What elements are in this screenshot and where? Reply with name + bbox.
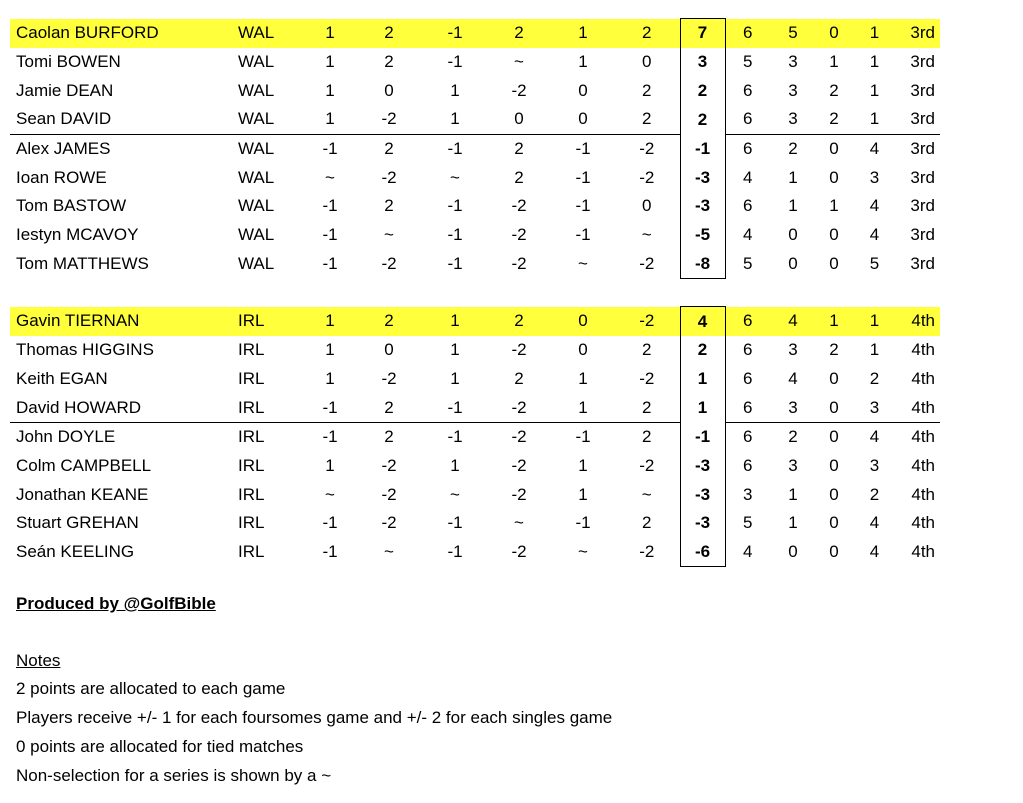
series-score: 2	[614, 393, 680, 422]
player-row	[10, 134, 993, 163]
series-score: 1	[424, 307, 486, 336]
team-position: 3rd	[897, 105, 940, 134]
record-value: 4	[869, 427, 880, 447]
record-value: 3	[869, 167, 880, 187]
series-score: 2	[642, 340, 652, 360]
team-position: 4th	[911, 340, 935, 360]
team-code: WAL	[238, 225, 275, 245]
series-score: ~	[641, 484, 652, 504]
team-code: WAL	[238, 167, 275, 187]
player-name: Keith EGAN	[16, 368, 108, 388]
record-value: 0	[829, 455, 839, 475]
record-value: 6	[743, 340, 753, 360]
total-points: -1	[680, 422, 725, 451]
series-score: ~	[450, 167, 460, 187]
record-value: 4	[743, 167, 753, 187]
series-score: 1	[552, 393, 614, 422]
series-score: 2	[514, 167, 524, 187]
series-score: 0	[552, 307, 614, 336]
series-score: 2	[384, 196, 394, 216]
team-code: WAL	[238, 52, 275, 72]
record-value: 1	[788, 484, 798, 504]
series-score: ~	[450, 484, 460, 504]
record-value: 4	[743, 542, 753, 562]
record-value: 6	[743, 80, 753, 100]
series-score: 2	[384, 139, 394, 159]
team-code: IRL	[238, 393, 306, 422]
series-score: 0	[642, 52, 652, 72]
series-score: -2	[511, 196, 527, 216]
player-name: Jamie DEAN	[16, 80, 114, 100]
player-name: Sean DAVID	[10, 105, 238, 134]
player-name: Gavin TIERNAN	[10, 307, 238, 336]
credit-text: Produced by @GolfBible	[16, 594, 216, 613]
team-position: 3rd	[910, 225, 935, 245]
team-position: 3rd	[910, 167, 935, 187]
series-score: -1	[322, 254, 338, 274]
note-line: Non-selection for a series is shown by a ~	[16, 765, 332, 785]
team-position: 4th	[911, 484, 935, 504]
series-score: 1	[306, 105, 354, 134]
record-value: 4	[770, 307, 816, 336]
total-points: -6	[680, 538, 725, 567]
record-value: 2	[829, 80, 839, 100]
series-score: -2	[511, 542, 527, 562]
player-name: Tom MATTHEWS	[16, 254, 149, 274]
series-score: -1	[447, 427, 463, 447]
series-score: 1	[578, 484, 588, 504]
record-value: 1	[869, 80, 880, 100]
series-score: -1	[322, 542, 338, 562]
team-code: IRL	[238, 513, 265, 533]
record-value: 4	[743, 225, 753, 245]
series-score: -2	[639, 542, 655, 562]
series-score: 2	[384, 427, 394, 447]
record-value: 0	[829, 254, 839, 274]
player-row	[10, 250, 993, 279]
series-score: -2	[381, 368, 397, 388]
record-value: 3	[852, 393, 897, 422]
series-score: -2	[511, 484, 527, 504]
series-score: 2	[642, 80, 652, 100]
player-name: Caolan BURFORD	[10, 19, 238, 48]
series-score: 1	[325, 52, 335, 72]
record-value: 5	[869, 254, 880, 274]
record-value: 1	[788, 167, 798, 187]
player-row	[10, 538, 993, 567]
series-score: -2	[381, 167, 397, 187]
series-score: ~	[325, 167, 335, 187]
series-score: -1	[447, 225, 463, 245]
player-row	[10, 192, 993, 221]
series-score: ~	[641, 225, 652, 245]
record-value: 6	[725, 19, 770, 48]
record-value: 0	[816, 19, 852, 48]
record-value: 6	[725, 393, 770, 422]
total-points: -3	[680, 163, 725, 192]
series-score: 2	[486, 307, 552, 336]
series-score: ~	[514, 513, 524, 533]
total-points: -3	[680, 452, 725, 481]
player-row	[10, 48, 993, 77]
record-value: 2	[869, 368, 880, 388]
note-line: 2 points are allocated to each game	[16, 679, 286, 699]
series-score: -2	[639, 455, 655, 475]
record-value: 0	[829, 368, 839, 388]
note-line: 0 points are allocated for tied matches	[16, 736, 304, 756]
record-value: 6	[725, 307, 770, 336]
footer	[16, 590, 612, 790]
player-name: Stuart GREHAN	[16, 513, 139, 533]
series-score: 1	[325, 368, 335, 388]
series-score: 2	[514, 139, 524, 159]
total-points: -3	[680, 480, 725, 509]
record-value: 3	[788, 340, 798, 360]
record-value: 6	[743, 427, 753, 447]
record-value: 2	[788, 139, 798, 159]
team-code: IRL	[238, 427, 265, 447]
series-score: -1	[447, 196, 463, 216]
team-position: 3rd	[897, 19, 940, 48]
record-value: 0	[816, 393, 852, 422]
total-points: -5	[680, 221, 725, 250]
series-score: -1	[322, 225, 338, 245]
series-score: ~	[578, 542, 588, 562]
record-value: 3	[788, 455, 798, 475]
total-points: 2	[680, 76, 725, 105]
record-value: 6	[743, 368, 753, 388]
note-line: Players receive +/- 1 for each foursomes game and +/- 2 for each singles game	[16, 708, 613, 728]
team-code: WAL	[238, 139, 275, 159]
total-points: -1	[680, 134, 725, 163]
player-row	[10, 509, 993, 538]
series-score: -1	[575, 513, 591, 533]
player-name: Tomi BOWEN	[16, 52, 121, 72]
player-row	[10, 76, 993, 105]
team-position: 4th	[897, 307, 940, 336]
series-score: -2	[511, 254, 527, 274]
record-value: 1	[816, 307, 852, 336]
series-score: 1	[578, 455, 588, 475]
total-points: 2	[680, 336, 725, 365]
total-points: 2	[680, 105, 725, 134]
series-score: -1	[575, 139, 591, 159]
series-score: 2	[486, 19, 552, 48]
series-score: 2	[354, 19, 424, 48]
record-value: 1	[829, 196, 839, 216]
player-row	[10, 221, 993, 250]
series-score: 2	[514, 368, 524, 388]
notes-heading: Notes	[16, 650, 61, 670]
team-code: IRL	[238, 455, 265, 475]
record-value: 5	[743, 254, 753, 274]
series-score: -2	[381, 455, 397, 475]
team-code: WAL	[238, 196, 275, 216]
record-value: 6	[743, 455, 753, 475]
series-score: 1	[306, 307, 354, 336]
player-row	[10, 393, 993, 422]
series-score: -2	[614, 307, 680, 336]
record-value: 4	[869, 542, 880, 562]
record-value: 1	[852, 307, 897, 336]
series-score: ~	[578, 254, 588, 274]
record-value: 3	[743, 484, 753, 504]
series-score: -2	[639, 167, 655, 187]
series-score: 1	[450, 368, 460, 388]
record-value: 6	[743, 139, 753, 159]
record-value: 1	[869, 52, 880, 72]
record-value: 2	[788, 427, 798, 447]
series-score: -1	[575, 196, 591, 216]
series-score: 0	[578, 340, 588, 360]
record-value: 1	[869, 340, 880, 360]
series-score: -1	[322, 513, 338, 533]
series-score: -1	[575, 225, 591, 245]
total-points: -3	[680, 192, 725, 221]
series-score: ~	[514, 52, 524, 72]
series-score: 1	[578, 368, 588, 388]
team-code: IRL	[238, 484, 265, 504]
series-score: -1	[447, 513, 463, 533]
team-position: 4th	[911, 368, 935, 388]
total-points: 4	[680, 307, 725, 336]
series-score: -1	[322, 427, 338, 447]
team-position: 3rd	[910, 196, 935, 216]
team-position: 3rd	[910, 254, 935, 274]
team-code: WAL	[238, 80, 275, 100]
series-score: -1	[447, 139, 463, 159]
record-value: 0	[829, 139, 839, 159]
series-score: 2	[384, 52, 394, 72]
series-score: -2	[511, 225, 527, 245]
series-score: -1	[575, 427, 591, 447]
record-value: 5	[743, 52, 753, 72]
record-value: 4	[869, 196, 880, 216]
series-score: -1	[306, 393, 354, 422]
record-value: 3	[869, 455, 880, 475]
player-row	[10, 336, 993, 365]
player-row	[10, 452, 993, 481]
team-position: 4th	[897, 393, 940, 422]
series-score: -1	[424, 393, 486, 422]
total-points: 7	[680, 19, 725, 48]
series-score: 2	[354, 307, 424, 336]
player-row	[10, 19, 993, 48]
series-score: -2	[381, 254, 397, 274]
series-score: 2	[354, 393, 424, 422]
series-score: -1	[322, 196, 338, 216]
record-value: 1	[852, 105, 897, 134]
series-score: -2	[381, 513, 397, 533]
record-value: 1	[788, 196, 798, 216]
series-score: 1	[450, 340, 460, 360]
series-score: 1	[578, 52, 588, 72]
series-score: 0	[578, 80, 588, 100]
player-row	[10, 365, 993, 394]
team-position: 4th	[911, 513, 935, 533]
record-value: 6	[743, 196, 753, 216]
player-name: David HOWARD	[10, 393, 238, 422]
series-score: -2	[381, 484, 397, 504]
record-value: 1	[788, 513, 798, 533]
series-score: 1	[325, 340, 335, 360]
record-value: 2	[829, 340, 839, 360]
series-score: -1	[447, 52, 463, 72]
series-score: 1	[552, 19, 614, 48]
series-score: -1	[575, 167, 591, 187]
record-value: 3	[788, 52, 798, 72]
player-name: John DOYLE	[16, 427, 116, 447]
player-row	[10, 163, 993, 192]
series-score: -1	[447, 542, 463, 562]
series-score: 2	[642, 427, 652, 447]
record-value: 2	[869, 484, 880, 504]
record-value: 4	[869, 139, 880, 159]
series-score: -2	[511, 80, 527, 100]
series-score: 1	[325, 455, 335, 475]
record-value: 6	[725, 105, 770, 134]
team-position: 4th	[911, 427, 935, 447]
team-position: 3rd	[910, 139, 935, 159]
team-code: IRL	[238, 307, 306, 336]
team-code: IRL	[238, 340, 265, 360]
table-body	[10, 19, 993, 567]
series-score: 1	[450, 455, 460, 475]
series-score: 0	[552, 105, 614, 134]
player-name: Thomas HIGGINS	[16, 340, 154, 360]
record-value: 0	[829, 484, 839, 504]
player-name: Iestyn MCAVOY	[16, 225, 139, 245]
record-value: 0	[829, 225, 839, 245]
record-value: 1	[829, 52, 839, 72]
series-score: 0	[486, 105, 552, 134]
series-score: ~	[384, 542, 394, 562]
total-points: -3	[680, 509, 725, 538]
team-code: WAL	[238, 105, 306, 134]
series-score: 2	[614, 105, 680, 134]
series-score: 0	[384, 340, 394, 360]
total-points: 1	[680, 393, 725, 422]
record-value: 3	[770, 393, 816, 422]
series-score: 1	[325, 80, 335, 100]
series-score: 2	[642, 513, 652, 533]
player-name: Seán KEELING	[16, 542, 135, 562]
player-name: Alex JAMES	[16, 139, 111, 159]
series-score: 1	[450, 80, 460, 100]
record-value: 3	[770, 105, 816, 134]
record-value: 0	[829, 167, 839, 187]
record-value: 4	[869, 513, 880, 533]
series-score: 0	[642, 196, 652, 216]
series-score: ~	[384, 225, 394, 245]
player-name: Colm CAMPBELL	[16, 455, 152, 475]
series-score: -2	[354, 105, 424, 134]
total-points: 1	[680, 365, 725, 394]
record-value: 0	[829, 427, 839, 447]
series-score: -1	[322, 139, 338, 159]
series-score: 0	[384, 80, 394, 100]
series-score: 1	[306, 19, 354, 48]
spacer-row	[10, 279, 993, 307]
record-value: 1	[852, 19, 897, 48]
team-code: IRL	[238, 542, 265, 562]
series-score: -2	[486, 393, 552, 422]
series-score: -2	[639, 254, 655, 274]
team-position: 4th	[911, 542, 935, 562]
total-points: 3	[680, 48, 725, 77]
record-value: 0	[788, 225, 798, 245]
series-score: -2	[511, 340, 527, 360]
team-position: 4th	[911, 455, 935, 475]
record-value: 5	[743, 513, 753, 533]
player-points-table	[10, 18, 993, 567]
record-value: 2	[816, 105, 852, 134]
record-value: 0	[829, 513, 839, 533]
record-value: 4	[869, 225, 880, 245]
series-score: -2	[639, 368, 655, 388]
player-row	[10, 105, 993, 134]
record-value: 0	[829, 542, 839, 562]
team-code: WAL	[238, 254, 275, 274]
team-code: WAL	[238, 19, 306, 48]
player-row	[10, 422, 993, 451]
series-score: ~	[325, 484, 335, 504]
team-code: IRL	[238, 368, 265, 388]
record-value: 0	[788, 542, 798, 562]
player-row	[10, 480, 993, 509]
series-score: -2	[511, 427, 527, 447]
total-points: -8	[680, 250, 725, 279]
record-value: 3	[788, 80, 798, 100]
series-score: -1	[424, 19, 486, 48]
team-position: 3rd	[910, 52, 935, 72]
series-score: 2	[614, 19, 680, 48]
player-name: Ioan ROWE	[16, 167, 107, 187]
series-score: 1	[424, 105, 486, 134]
team-position: 3rd	[910, 80, 935, 100]
player-name: Tom BASTOW	[16, 196, 127, 216]
record-value: 5	[770, 19, 816, 48]
series-score: -1	[447, 254, 463, 274]
series-score: -2	[639, 139, 655, 159]
player-name: Jonathan KEANE	[16, 484, 149, 504]
series-score: -2	[511, 455, 527, 475]
record-value: 4	[788, 368, 798, 388]
record-value: 0	[788, 254, 798, 274]
player-row	[10, 307, 993, 336]
